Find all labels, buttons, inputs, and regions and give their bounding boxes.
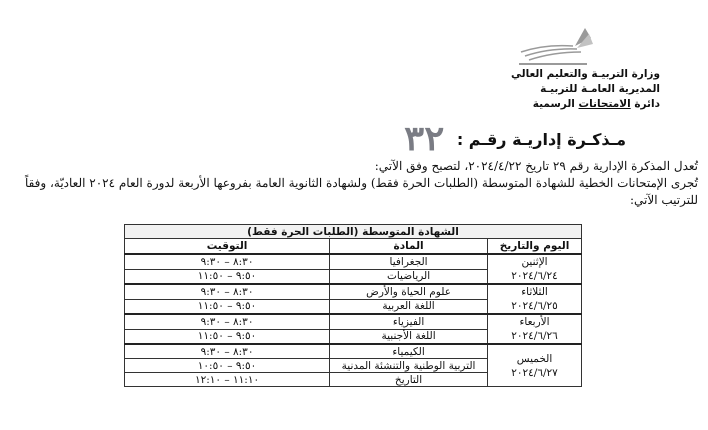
day-date: ٢٠٢٤/٦/٢٥ [511,300,558,312]
time-cell: ١١:١٠ – ١٢:١٠ [125,373,330,387]
day-cell [488,284,582,314]
ministry-header [511,67,660,112]
day-cell [488,344,582,387]
table-row [125,314,582,329]
memo-title-text: مـذكـرة إداريـة رقـم : [456,129,626,149]
subject-cell: التربية الوطنية والتنشئة المدنية [330,359,488,373]
time-cell: ٩:٥٠ – ١١:٥٠ [125,299,330,314]
day-name: الأربعاء [519,316,550,328]
department-prefix: دائرة [630,98,660,110]
header-subject: المادة [330,239,488,255]
day-date: ٢٠٢٤/٦/٢٤ [511,270,558,282]
day-date: ٢٠٢٤/٦/٢٧ [511,366,558,379]
time-cell: ٩:٥٠ – ١٠:٥٠ [125,359,330,373]
ministry-logo [515,18,597,68]
subject-cell: الكيمياء [330,344,488,359]
memo-title [404,119,626,159]
department-name [511,97,660,112]
exam-schedule-table [124,224,582,387]
subject-cell: اللغة الأجنبية [330,329,488,344]
day-cell [488,314,582,344]
subject-cell: اللغة العربية [330,299,488,314]
subject-cell: الجغرافيا [330,254,488,269]
subject-cell: التاريخ [330,373,488,387]
day-name: الثلاثاء [521,286,548,298]
day-date: ٢٠٢٤/٦/٢٦ [511,330,558,342]
intro-line-1: تُعدل المذكرة الإدارية رقم ٢٩ تاريخ ٢٠٢٤/٤/٢٢، لتصبح وفق الآتي: [374,159,698,173]
time-cell: ٨:٣٠ – ٩:٣٠ [125,344,330,359]
memo-number: ٣٢ [404,119,445,159]
table-row [125,284,582,299]
table-caption: الشهادة المتوسطة (الطلبات الحرة فقط) [125,225,582,239]
subject-cell: الرياضيات [330,269,488,284]
intro-text [8,158,698,209]
header-time: التوقيت [125,239,330,255]
department-underlined: الامتحانات [578,98,631,110]
day-name: الخميس [516,352,553,365]
directorate-name: المديرية العامـة للتربيـة [540,83,660,95]
day-name: الإثنين [521,256,548,268]
ministry-name: وزارة التربيـة والتعليم العالي [511,68,660,80]
intro-line-2: تُجرى الإمتحانات الخطية للشهادة المتوسطة (الطلبات الحرة فقط) ولشهادة الثانوية العامة بفروعها الأربعة لدورة العام ٢٠٢٤ العاديّة، وفقاً للترتيب الآتي: [24,176,698,207]
time-cell: ٩:٥٠ – ١١:٥٠ [125,269,330,284]
time-cell: ٩:٥٠ – ١١:٥٠ [125,329,330,344]
time-cell: ٨:٣٠ – ٩:٣٠ [125,254,330,269]
table-row [125,254,582,269]
table-row [125,344,582,359]
time-cell: ٨:٣٠ – ٩:٣٠ [125,314,330,329]
time-cell: ٨:٣٠ – ٩:٣٠ [125,284,330,299]
day-cell [488,254,582,284]
subject-cell: الفيزياء [330,314,488,329]
header-day: اليوم والتاريخ [488,239,582,255]
department-suffix: الرسمية [532,98,579,110]
subject-cell: علوم الحياة والأرض [330,284,488,299]
